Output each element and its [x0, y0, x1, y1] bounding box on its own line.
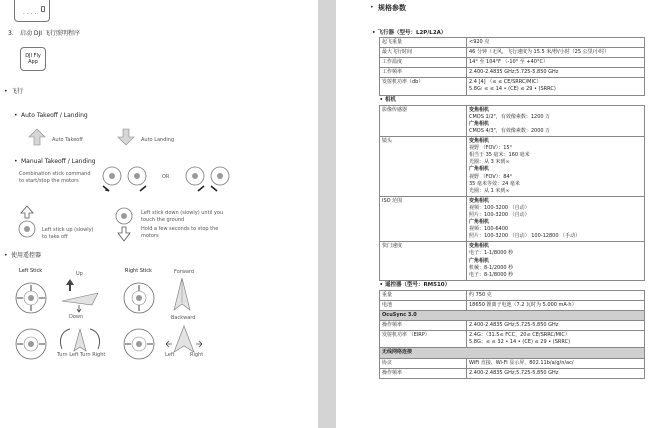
spec-value-line: 5.8G：≤ ≤ 32 • 14 • (CE) ≤ 29 • (SRRC) [469, 339, 571, 346]
spec-value [467, 68, 645, 78]
spec-value-line: 相当于 35 毫米：160 毫米 [469, 152, 530, 159]
section-remote-controller: • 遥控器（型号：RM510） [379, 281, 451, 288]
auto-takeoff-label: Auto Takeoff [52, 137, 83, 143]
spec-value-line: 光圈：从 3 米到∞ [469, 159, 510, 166]
auto-takeoff-landing-heading: Auto Takeoff / Landing [21, 112, 88, 119]
stick-combo-2-icon [183, 162, 233, 194]
spec-row [380, 196, 645, 242]
ascend-descend-icon [60, 277, 100, 315]
step3-text: 启动 DJI 飞行照明程序 [20, 30, 80, 37]
spec-key: 工作频率 [380, 68, 467, 78]
left-stick-up-line2: to take off [42, 234, 68, 240]
spec-value [467, 290, 645, 300]
left-stick-turn-icon [12, 327, 52, 363]
spec-value-line: 广角相机 [469, 166, 490, 173]
spec-value-line: 46 分钟（无风，飞行速度为 15.5 米/秒/小时（25 公里/小时） [469, 49, 610, 56]
spec-key: 镜头 [380, 137, 467, 197]
right-stick-left-right-icon [120, 327, 160, 363]
combination-desc-line1: Combination stick command [19, 171, 91, 177]
spec-value [467, 48, 645, 58]
spec-row [380, 331, 645, 348]
spec-value [467, 78, 645, 95]
or-label: OR [162, 174, 170, 180]
spec-key: 起飞重量 [380, 38, 467, 48]
spec-value [467, 105, 645, 136]
left-stick-down-line2: touch the ground [141, 217, 185, 223]
spec-value-line: <920 克 [469, 39, 490, 45]
left-stick-up-icon [14, 205, 40, 239]
spec-value-line: CMOS 1/2"，有效像素数：1200 万 [469, 113, 551, 120]
spec-value-line: 2.4G：（31.5≤ FCC，20≤ CE/SRRC/MIC） [469, 332, 570, 339]
spec-value-line: 电子：1-1/8000 秒 [469, 250, 514, 257]
spec-value-line: 视频：100-3200 （自动） [469, 204, 530, 211]
right-stick-forward-back-icon [120, 281, 160, 317]
auto-landing-label: Auto Landing [141, 137, 175, 143]
bullet-icon: • [370, 4, 374, 11]
stick-combo-1-icon [100, 162, 150, 194]
spec-value-line: 广角相机 [469, 120, 490, 127]
spec-row [380, 78, 645, 95]
spec-value [467, 321, 645, 331]
spec-value-line: 照片：100-3200 （自动） 100-12800 （手动） [469, 233, 581, 240]
spec-value-line: CMOS 4/3"，有效像素数：2000 万 [469, 127, 551, 134]
dji-fly-app-icon: DJI Fly App [20, 47, 46, 71]
spec-row [380, 321, 645, 331]
spec-row [380, 105, 645, 136]
left-stick-up-line1: Left stick up (slowly) [42, 227, 94, 233]
left-stick-down-icon [111, 205, 137, 243]
spec-row [380, 242, 645, 280]
bullet-icon: • [4, 88, 8, 95]
right-stick-label: Right Stick [125, 268, 152, 274]
turn-left-label: Turn Left [57, 352, 79, 358]
auto-takeoff-icon [25, 128, 49, 146]
spec-value-line: 广角相机 [469, 219, 490, 226]
spec-key: 电池 [380, 301, 467, 311]
spec-key: 发射机功率（db） [380, 78, 467, 95]
section-wireless: 无线网络连接 [380, 348, 645, 358]
spec-value-line: 视野 （FOV）：15° [469, 145, 513, 152]
spec-row [380, 68, 645, 78]
spec-value-line: 光圈：从 1 米到∞ [469, 187, 510, 194]
bullet-icon: • [14, 158, 18, 165]
spec-key: 操作频率 [380, 321, 467, 331]
spec-value-line: 变焦相机 [469, 197, 490, 204]
left-stick-down-line3: Hold a few seconds to stop the [141, 226, 219, 232]
spec-value-line: 变焦相机 [469, 138, 490, 145]
spec-key: 影像传感器 [380, 105, 467, 136]
spec-value-line: 2.400-2.4835 GHz;5.725-5.850 GHz [469, 69, 559, 76]
spec-row [380, 358, 645, 368]
spec-value [467, 196, 645, 242]
spec-value-line: 电子：8-1/8000 秒 [469, 271, 514, 278]
spec-value-line: 35 毫米等效：24 毫米 [469, 180, 520, 187]
backward-label: Backward [171, 315, 196, 321]
spec-row [380, 48, 645, 58]
left-stick-down-line4: motors [141, 233, 159, 239]
left-stick-updown-icon [12, 281, 52, 317]
spec-value-line: 约 750 克 [469, 291, 492, 298]
down-label: Down [69, 314, 84, 320]
spec-value-line: 变焦相机 [469, 106, 490, 113]
spec-value-line: 2.400-2.4835 GHz;5.725-5.850 GHz [469, 369, 559, 376]
spec-value-line: 广角相机 [469, 257, 490, 264]
forward-label: Forward [174, 269, 195, 275]
spec-key: 操作频率 [380, 368, 467, 378]
bullet-icon: • [4, 252, 8, 259]
spec-value [467, 301, 645, 311]
spec-value-line: 视野 （FOV）：84° [469, 173, 513, 180]
spec-value [467, 358, 645, 368]
spec-row [380, 137, 645, 197]
spec-value-line: WiFi 直接、Wi-Fi 显示屏，802.11b/a/g/n/ac/ [469, 359, 574, 366]
left-page [0, 0, 318, 428]
spec-value-line: 5.8G: ≤ ≤ 14 • (CE) ≤ 29 • (SRRC) [469, 86, 556, 93]
spec-value-line: 2.400-2.4835 GHz;5.725-5.850 GHz [469, 322, 559, 329]
page-title: 规格参数 [378, 4, 406, 12]
spec-row [380, 301, 645, 311]
spec-value-line: 18650 锂离子电池（7.2 瓦时为 5.000 mA·h） [469, 302, 577, 308]
manual-takeoff-landing-heading: Manual Takeoff / Landing [21, 158, 96, 165]
spec-key: 重量 [380, 290, 467, 300]
up-label: Up [76, 271, 83, 277]
right-page [336, 0, 650, 428]
spec-key: ISO 范围 [380, 196, 467, 242]
spec-table [379, 37, 645, 379]
yaw-icon [56, 325, 104, 355]
spec-key: 工作温度 [380, 58, 467, 68]
section-ocusync: OcuSync 3.0 [380, 311, 645, 321]
spec-value [467, 38, 645, 48]
remote-screen-icon: · · · · [14, 0, 50, 22]
spec-value-line: 变焦相机 [469, 243, 490, 250]
left-stick-down-line1: Left stick down (slowly) until you [141, 210, 224, 216]
spec-row [380, 38, 645, 48]
spec-key: 发射机功率 （EIRP） [380, 331, 467, 348]
spec-value-line: 照片：100-3200 （自动） [469, 211, 530, 218]
step3-number: 3. [8, 30, 14, 37]
forward-backward-icon [168, 276, 196, 320]
section-flight: 飞行 [11, 88, 24, 95]
spec-value [467, 137, 645, 197]
page-gutter [318, 0, 336, 428]
left-stick-label: Left Stick [19, 268, 43, 274]
left-label: Left [165, 352, 175, 358]
spec-value-line: 2.4 [4] （≤ ≤ CE/SRRC/MIC） [469, 79, 542, 86]
spec-row [380, 58, 645, 68]
spec-key: 协议 [380, 358, 467, 368]
auto-landing-icon [114, 128, 138, 146]
combination-desc-line2: to start/stop the motors [19, 178, 79, 184]
spec-row [380, 290, 645, 300]
spec-value [467, 368, 645, 378]
spec-row [380, 368, 645, 378]
section-camera: • 相机 [379, 96, 396, 103]
spec-key: 快门速度 [380, 242, 467, 280]
right-label: Right [190, 352, 204, 358]
spec-value [467, 331, 645, 348]
spec-value-line: 视频：100-6400 [469, 226, 509, 233]
turn-right-label: Turn Right [80, 352, 106, 358]
section-aircraft: • 飞行器（型号：L2P/L2A） [372, 30, 447, 36]
spec-value-line: 14° 至 104°F （-10° 至 +40°C） [469, 59, 548, 66]
bullet-icon: • [14, 112, 18, 119]
section-controller: 使用遥控器 [11, 252, 42, 259]
spec-value [467, 58, 645, 68]
spec-value-line: 机械：8-1/2000 秒 [469, 264, 514, 271]
spec-key: 最大飞行时间 [380, 48, 467, 58]
spec-value [467, 242, 645, 280]
